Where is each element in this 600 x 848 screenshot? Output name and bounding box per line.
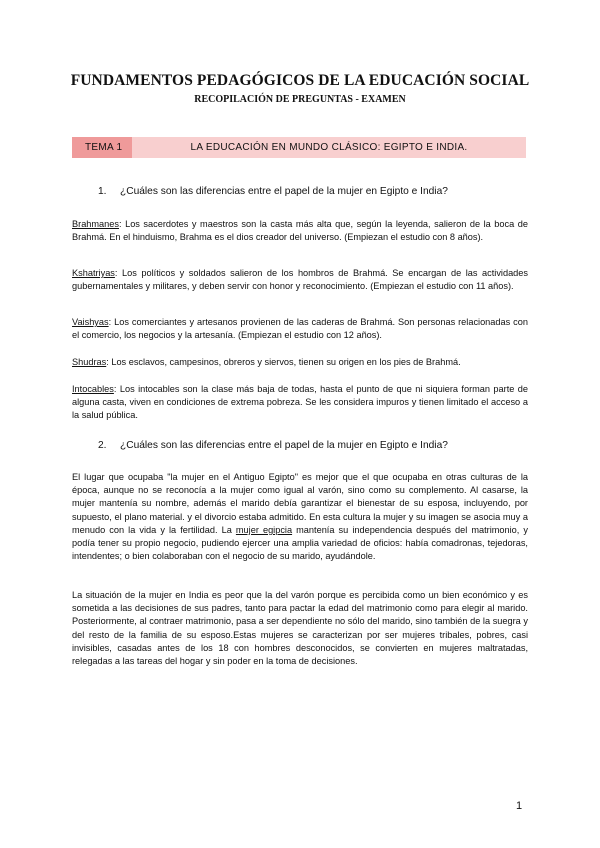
question-1 xyxy=(98,186,540,197)
question-number: 1. xyxy=(98,186,107,197)
india-text: La situación de la mujer en India es peor que la del varón porque es percibida como un bien económico y es sometida a las decisiones de sus padres, tanto para pactar la edad del matrimonio como para elegir al marido. Posteriormente, al contraer matrimonio, pasa a ser dependiente no sólo del marido, sino también de la suegra y del resto de la familia de su esposo.Estas mujeres se caracterizan por ser mujeres tribales, pobres, casi invisibles, casadas antes de los 18 con hombres desconocidos, se convierten en mujeres maltratadas, relegadas a las tareas del hogar y sin poder en la toma de decisiones. xyxy=(72,590,528,667)
caste-description: : Los sacerdotes y maestros son la casta más alta que, según la leyenda, salieron de la boca de Brahmá. En el hinduismo, Brahma es el dios creador del universo. (Empiezan el estudio con 8 años). xyxy=(72,219,528,243)
caste-vaishyas xyxy=(72,316,528,342)
caste-brahmanes xyxy=(72,218,528,244)
caste-description: : Los intocables son la clase más baja de todas, hasta el punto de que ni siquiera forman parte de alguna casta, viven en condiciones de extrema pobreza. Se les considera impuros y tienen limitado el acceso a la salud pública. xyxy=(72,384,528,421)
caste-term: Shudras xyxy=(72,357,107,367)
caste-description: : Los esclavos, campesinos, obreros y siervos, tienen su origen en los pies de Brahmá. xyxy=(106,357,461,367)
document-title: FUNDAMENTOS PEDAGÓGICOS DE LA EDUCACIÓN SOCIAL xyxy=(70,72,530,89)
egypt-text-before: El lugar que ocupaba "la mujer en el Antiguo Egipto" es mejor que el que ocupaba en otras culturas de la época, aunque no se reconocía a la mujer como igual al varón, sino como su complemento. Al casarse, la mujer mantenía su nombre, además el marido debía garantizar el bienestar de su esposa, incluyendo, por supuesto, el plano material. y el divorcio estaba admitido. En esta cultura la mujer y su imagen se asocia muy a menudo con la vida y la fertilidad. La xyxy=(72,472,528,535)
caste-intocables xyxy=(72,383,528,423)
caste-description: : Los comerciantes y artesanos provienen de las caderas de Brahmá. Son personas relacionadas con el comercio, los negocios y la artesanía. (Empiezan el estudio con 12 años). xyxy=(72,317,528,341)
caste-description: : Los políticos y soldados salieron de los hombros de Brahmá. Se encargan de las actividades gubernamentales y militares, y deben servir con honor y reconocimiento. (Empiezan el estudio con 11 años). xyxy=(72,268,528,292)
caste-term: Kshatriyas xyxy=(72,268,115,278)
topic-banner xyxy=(72,137,526,158)
caste-term: Vaishyas xyxy=(72,317,109,327)
question-number: 2. xyxy=(98,440,107,451)
caste-shudras xyxy=(72,356,528,369)
caste-term: Intocables xyxy=(72,384,114,394)
egypt-term: mujer egipcia xyxy=(235,524,293,535)
document-subtitle: RECOPILACIÓN DE PREGUNTAS - EXAMEN xyxy=(194,94,406,105)
egypt-text-after: mantenía su independencia después del matrimonio, y podía tener su propio negocio, pudiendo ejercer una amplia variedad de oficios: había comadronas, tejedoras, intendentes; o bien colaboraban con el negocio de su marido, ayudándole. xyxy=(72,524,529,562)
question-2 xyxy=(98,440,540,451)
caste-term: Brahmanes xyxy=(72,219,119,229)
question-text: ¿Cuáles son las diferencias entre el papel de la mujer en Egipto e India? xyxy=(120,186,448,197)
india-paragraph xyxy=(72,589,528,668)
caste-kshatriyas xyxy=(72,267,528,293)
question-text: ¿Cuáles son las diferencias entre el papel de la mujer en Egipto e India? xyxy=(120,440,448,451)
egypt-paragraph xyxy=(72,471,528,563)
page-number: 1 xyxy=(516,800,523,812)
topic-title: LA EDUCACIÓN EN MUNDO CLÁSICO: EGIPTO E INDIA. xyxy=(132,137,526,158)
topic-label: TEMA 1 xyxy=(72,137,132,158)
